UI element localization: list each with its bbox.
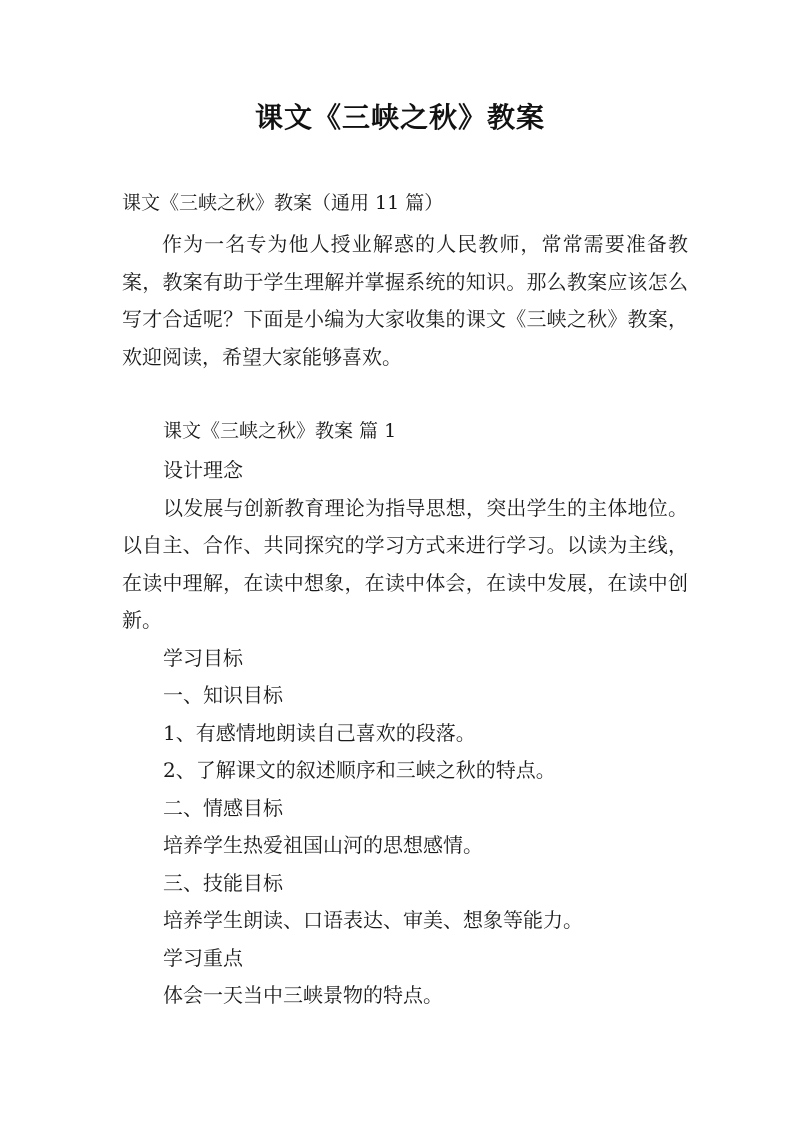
design-heading: 设计理念 [163,458,243,482]
key-text: 体会一天当中三峡景物的特点。 [163,983,443,1007]
skill-heading: 三、技能目标 [163,870,283,895]
goals-heading: 学习目标 [163,645,243,670]
document-subtitle: 课文《三峡之秋》教案（通用 11 篇） [122,192,444,214]
intro-paragraph: 作为一名专为他人授业解惑的人民教师，常常需要准备教案，教案有助于学生理解并掌握系统的知识。那么教案应该怎么写才合适呢？下面是小编为大家收集的课文《三峡之秋》教案，欢迎阅读，希望大家能够喜欢。 [122,232,688,369]
emotion-heading: 二、情感目标 [163,795,283,820]
section-heading: 课文《三峡之秋》教案 篇 1 [163,420,397,442]
skill-text: 培养学生朗读、口语表达、审美、想象等能力。 [163,908,583,932]
section-body [122,452,688,1015]
knowledge-item-1: 1、有感情地朗读自己喜欢的段落。 [163,720,476,745]
document-title: 课文《三峡之秋》教案 [254,101,545,134]
knowledge-item-2: 2、了解课文的叙述顺序和三峡之秋的特点。 [163,758,556,782]
key-heading: 学习重点 [163,945,243,970]
emotion-text: 培养学生热爱祖国山河的思想感情。 [163,833,483,857]
design-paragraph: 以发展与创新教育理论为指导思想，突出学生的主体地位。以自主、合作、共同探究的学习方式来进行学习。以读为主线，在读中理解，在读中想象，在读中体会，在读中发展，在读中创新。 [122,495,688,632]
knowledge-heading: 一、知识目标 [163,683,283,707]
